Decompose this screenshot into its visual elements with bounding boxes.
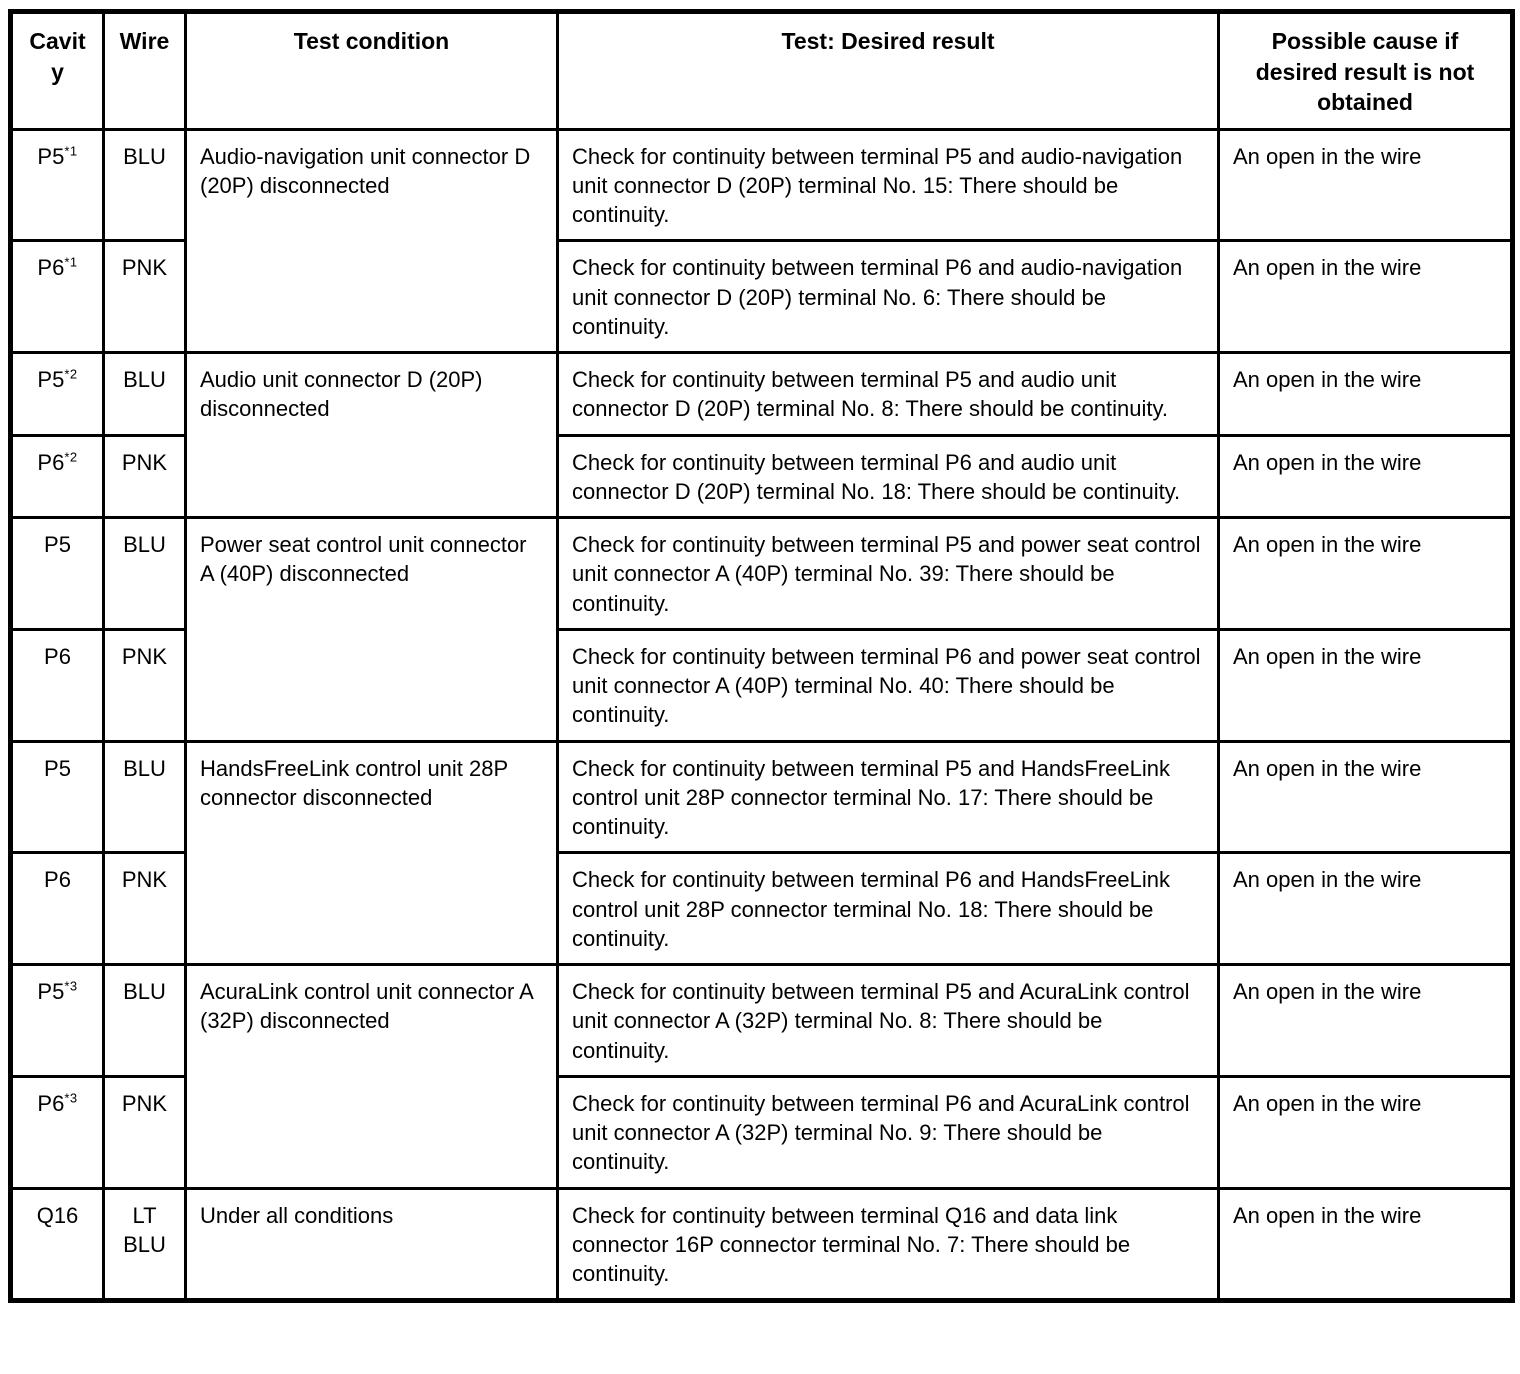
cavity-label: P6 — [37, 255, 65, 281]
cavity-label: P6 — [44, 643, 71, 669]
cavity-cell — [11, 1076, 104, 1188]
table-row — [11, 1188, 1513, 1301]
test-result-cell: Check for continuity between terminal P5 and power seat control unit connector A (40P) terminal No. 39: There should be continuity. — [558, 518, 1219, 630]
test-result-cell: Check for continuity between terminal P6 and AcuraLink control unit connector A (32P) terminal No. 9: There should be continuity. — [558, 1076, 1219, 1188]
test-result-cell: Check for continuity between terminal P6 and audio-navigation unit connector D (20P) terminal No. 6: There should be continuity. — [558, 241, 1219, 353]
test-result-cell: Check for continuity between terminal Q16 and data link connector 16P connector terminal No. 7: There should be continuity. — [558, 1188, 1219, 1301]
cavity-label: P5 — [37, 979, 65, 1005]
cavity-cell — [11, 1188, 104, 1301]
possible-cause-cell: An open in the wire — [1219, 965, 1513, 1077]
header-cavity: Cavity — [11, 12, 104, 130]
cavity-cell — [11, 435, 104, 518]
test-condition-cell: Under all conditions — [186, 1188, 558, 1301]
cavity-cell — [11, 129, 104, 241]
cavity-label: P6 — [37, 449, 65, 475]
test-condition-cell: Power seat control unit connector A (40P) disconnected — [186, 518, 558, 742]
cavity-cell — [11, 241, 104, 353]
cavity-label: P5 — [44, 532, 71, 558]
test-result-cell: Check for continuity between terminal P5 and HandsFreeLink control unit 28P connector terminal No. 17: There should be continuity. — [558, 741, 1219, 853]
cavity-cell — [11, 853, 104, 965]
header-test-desired-result: Test: Desired result — [558, 12, 1219, 130]
test-result-cell: Check for continuity between terminal P6 and audio unit connector D (20P) terminal No. 18: There should be continuity. — [558, 435, 1219, 518]
wire-cell: PNK — [104, 853, 186, 965]
continuity-test-table — [8, 9, 1515, 1303]
wire-cell: BLU — [104, 129, 186, 241]
table-body — [11, 129, 1513, 1301]
cavity-footnote: *2 — [64, 366, 78, 382]
header-possible-cause: Possible cause if desired result is not obtained — [1219, 12, 1513, 130]
wire-cell: BLU — [104, 741, 186, 853]
cavity-label: P5 — [44, 755, 71, 781]
wire-cell: BLU — [104, 965, 186, 1077]
cavity-footnote: *3 — [64, 1090, 78, 1106]
cavity-footnote: *1 — [64, 143, 78, 159]
table-row — [11, 741, 1513, 853]
possible-cause-cell: An open in the wire — [1219, 129, 1513, 241]
wire-cell: BLU — [104, 353, 186, 436]
cavity-cell — [11, 965, 104, 1077]
table-row — [11, 129, 1513, 241]
table-row — [11, 518, 1513, 630]
cavity-label: P5 — [37, 143, 65, 169]
header-wire: Wire — [104, 12, 186, 130]
test-condition-cell: AcuraLink control unit connector A (32P) disconnected — [186, 965, 558, 1189]
possible-cause-cell: An open in the wire — [1219, 518, 1513, 630]
test-condition-cell: HandsFreeLink control unit 28P connector disconnected — [186, 741, 558, 965]
cavity-footnote: *1 — [64, 255, 78, 271]
test-condition-cell: Audio unit connector D (20P) disconnected — [186, 353, 558, 518]
test-result-cell: Check for continuity between terminal P6 and power seat control unit connector A (40P) terminal No. 40: There should be continuity. — [558, 629, 1219, 741]
cavity-footnote: *3 — [64, 978, 78, 994]
test-condition-cell: Audio-navigation unit connector D (20P) disconnected — [186, 129, 558, 353]
header-row — [11, 12, 1513, 130]
table-row — [11, 965, 1513, 1077]
cavity-label: P5 — [37, 367, 65, 393]
possible-cause-cell: An open in the wire — [1219, 741, 1513, 853]
test-result-cell: Check for continuity between terminal P6 and HandsFreeLink control unit 28P connector terminal No. 18: There should be continuity. — [558, 853, 1219, 965]
possible-cause-cell: An open in the wire — [1219, 1188, 1513, 1301]
test-result-cell: Check for continuity between terminal P5 and AcuraLink control unit connector A (32P) terminal No. 8: There should be continuity. — [558, 965, 1219, 1077]
wire-cell: BLU — [104, 518, 186, 630]
cavity-cell — [11, 741, 104, 853]
cavity-label: P6 — [44, 867, 71, 893]
cavity-cell — [11, 629, 104, 741]
wire-cell: LT BLU — [104, 1188, 186, 1301]
possible-cause-cell: An open in the wire — [1219, 853, 1513, 965]
header-test-condition: Test condition — [186, 12, 558, 130]
cavity-label: Q16 — [36, 1202, 79, 1228]
table-header — [11, 12, 1513, 130]
test-result-cell: Check for continuity between terminal P5 and audio-navigation unit connector D (20P) terminal No. 15: There should be continuity. — [558, 129, 1219, 241]
wire-cell: PNK — [104, 629, 186, 741]
cavity-footnote: *2 — [64, 449, 78, 465]
cavity-label: P6 — [37, 1090, 65, 1116]
wire-cell: PNK — [104, 1076, 186, 1188]
possible-cause-cell: An open in the wire — [1219, 435, 1513, 518]
wire-cell: PNK — [104, 435, 186, 518]
possible-cause-cell: An open in the wire — [1219, 1076, 1513, 1188]
possible-cause-cell: An open in the wire — [1219, 241, 1513, 353]
possible-cause-cell: An open in the wire — [1219, 353, 1513, 436]
cavity-cell — [11, 518, 104, 630]
cavity-cell — [11, 353, 104, 436]
test-result-cell: Check for continuity between terminal P5 and audio unit connector D (20P) terminal No. 8: There should be continuity. — [558, 353, 1219, 436]
wire-cell: PNK — [104, 241, 186, 353]
possible-cause-cell: An open in the wire — [1219, 629, 1513, 741]
table-row — [11, 353, 1513, 436]
